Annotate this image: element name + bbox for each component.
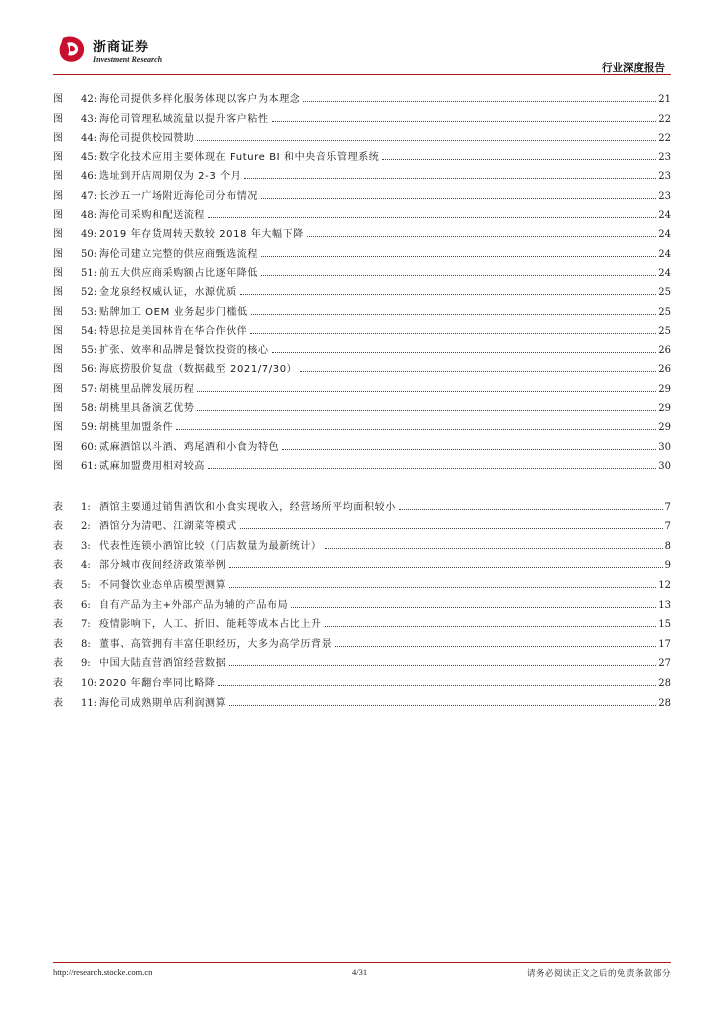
toc-figure-entry[interactable] (53, 356, 671, 375)
toc-entry-page: 24 (658, 210, 671, 222)
toc-entry-number: 48: (81, 210, 98, 222)
toc-leader (244, 177, 656, 179)
toc-entry-title: 部分城市夜间经济政策举例 (99, 560, 227, 572)
toc-entry-number: 50: (81, 248, 98, 260)
toc-figure-entry[interactable] (53, 182, 671, 201)
toc-leader (291, 606, 656, 608)
toc-leader (261, 274, 656, 276)
report-type: 行业深度报告 (602, 62, 665, 74)
toc-entry-number: 49: (81, 229, 98, 241)
toc-leader (307, 235, 656, 237)
toc-figure-entry[interactable] (53, 298, 671, 317)
toc-figure-entry[interactable] (53, 414, 671, 433)
toc-entry-label: 表 (53, 658, 63, 670)
toc-leader (282, 448, 656, 450)
toc-figure-entry[interactable] (53, 125, 671, 144)
toc-entry-label: 表 (53, 501, 63, 513)
toc-entry-number: 59: (81, 422, 98, 434)
toc-entry-page: 29 (658, 422, 671, 434)
toc-entry-page: 13 (658, 599, 671, 611)
toc-table-entry[interactable] (53, 689, 671, 709)
toc-entry-number: 6: (81, 599, 91, 611)
toc-entry-label: 图 (53, 325, 63, 337)
toc-figure-entry[interactable] (53, 337, 671, 356)
toc-table-entry[interactable] (53, 669, 671, 689)
toc-entry-title: 海伦司建立完整的供应商甄选流程 (99, 248, 258, 260)
toc-entry-label: 表 (53, 579, 63, 591)
toc-entry-title: 特思拉是美国林肯在华合作伙伴 (99, 325, 248, 337)
toc-entry-number: 53: (81, 306, 98, 318)
toc-entry-label: 图 (53, 132, 63, 144)
toc-entry-page: 22 (658, 113, 671, 125)
footer-website-link[interactable]: http://research.stocke.com.cn (53, 967, 153, 977)
toc-figure-entry[interactable] (53, 453, 671, 472)
toc-leader (240, 293, 656, 295)
toc-entry-title: 2020 年翻台率同比略降 (99, 677, 216, 689)
toc-entry-label: 图 (53, 422, 63, 434)
toc-entry-number: 51: (81, 267, 98, 279)
toc-leader (240, 527, 663, 529)
toc-entry-label: 表 (53, 619, 63, 631)
toc-entry-label: 表 (53, 521, 63, 533)
toc-leader (303, 100, 656, 102)
toc-entry-title: 2019 年存货周转天数较 2018 年大幅下降 (99, 229, 304, 241)
toc-leader (229, 566, 662, 568)
toc-entry-title: 金龙泉经权威认证，水源优质 (99, 287, 237, 299)
toc-entry-page: 24 (658, 248, 671, 260)
toc-entry-title: 胡桃里具备演艺优势 (99, 403, 195, 415)
toc-table-entry[interactable] (53, 552, 671, 572)
toc-entry-title: 中国大陆直营酒馆经营数据 (99, 658, 227, 670)
toc-entry-label: 图 (53, 403, 63, 415)
toc-entry-number: 42: (81, 94, 98, 106)
toc-entry-label: 图 (53, 210, 63, 222)
toc-entry-number: 45: (81, 152, 98, 164)
toc-entry-title: 前五大供应商采购额占比逐年降低 (99, 267, 258, 279)
toc-entry-label: 图 (53, 267, 63, 279)
toc-entry-label: 图 (53, 171, 63, 183)
toc-entry-label: 图 (53, 152, 63, 164)
toc-entry-page: 8 (664, 540, 671, 552)
toc-entry-label: 表 (53, 638, 63, 650)
toc-entry-title: 贴牌加工 OEM 业务起步门槛低 (99, 306, 248, 318)
footer-divider (53, 962, 671, 963)
toc-entry-label: 图 (53, 94, 63, 106)
toc-figure-entry[interactable] (53, 163, 671, 182)
toc-figure-entry[interactable] (53, 318, 671, 337)
toc-leader (218, 684, 656, 686)
toc-leader (272, 351, 657, 353)
toc-entry-page: 21 (658, 94, 671, 106)
toc-figure-entry[interactable] (53, 221, 671, 240)
toc-entry-page: 30 (658, 441, 671, 453)
toc-entry-title: 海伦司采购和配送流程 (99, 210, 205, 222)
toc-leader (229, 586, 656, 588)
toc-leader (208, 216, 656, 218)
toc-entry-title: 海伦司管理私域流量以提升客户粘性 (99, 113, 269, 125)
brand-logo-icon (57, 34, 87, 64)
toc-entry-title: 长沙五一广场附近海伦司分布情况 (99, 190, 258, 202)
toc-entry-title: 选址到开店周期仅为 2-3 个月 (99, 171, 242, 183)
toc-entry-number: 4: (81, 560, 91, 572)
toc-entry-page: 28 (658, 677, 671, 689)
toc-entry-title: 海伦司提供校园赞助 (99, 132, 195, 144)
toc-entry-page: 25 (658, 325, 671, 337)
toc-entry-page: 26 (658, 364, 671, 376)
toc-entry-number: 10: (81, 677, 98, 689)
toc-leader (335, 645, 656, 647)
toc-entry-number: 43: (81, 113, 98, 125)
toc-entry-page: 22 (658, 132, 671, 144)
toc-entry-label: 图 (53, 441, 63, 453)
toc-leader (272, 120, 657, 122)
toc-entry-label: 表 (53, 540, 63, 552)
toc-table-entry[interactable] (53, 650, 671, 670)
toc-leader (399, 508, 663, 510)
toc-entry-label: 图 (53, 287, 63, 299)
toc-entry-number: 7: (81, 619, 91, 631)
toc-figure-entry[interactable] (53, 86, 671, 105)
toc-leader (208, 467, 656, 469)
header-divider (53, 74, 671, 75)
toc-figure-entry[interactable] (53, 240, 671, 259)
toc-entry-title: 海底捞股价复盘（数据截至 2021/7/30） (99, 364, 298, 376)
toc-table-entry[interactable] (53, 493, 671, 513)
toc-entry-page: 25 (658, 306, 671, 318)
toc-entry-number: 1: (81, 501, 91, 513)
toc-entry-label: 表 (53, 677, 63, 689)
toc-figure-entry[interactable] (53, 260, 671, 279)
toc-figure-entry[interactable] (53, 433, 671, 452)
toc-table-entry[interactable] (53, 630, 671, 650)
toc-entry-label: 图 (53, 229, 63, 241)
toc-entry-label: 表 (53, 697, 63, 709)
toc-entry-page: 17 (658, 638, 671, 650)
toc-table-entry[interactable] (53, 513, 671, 533)
toc-entry-page: 23 (658, 152, 671, 164)
toc-entry-title: 贰麻酒馆以斗酒、鸡尾酒和小食为特色 (99, 441, 280, 453)
toc-entry-number: 46: (81, 171, 98, 183)
toc-entry-page: 29 (658, 383, 671, 395)
toc-entry-page: 23 (658, 190, 671, 202)
toc-leader (261, 255, 656, 257)
toc-entry-page: 26 (658, 345, 671, 357)
toc-entry-page: 7 (664, 501, 671, 513)
figures-toc (53, 86, 671, 472)
page-header (53, 34, 671, 76)
toc-table-entry[interactable] (53, 591, 671, 611)
toc-entry-title: 胡桃里品牌发展历程 (99, 383, 195, 395)
toc-figure-entry[interactable] (53, 279, 671, 298)
toc-leader (197, 390, 656, 392)
toc-entry-page: 24 (658, 229, 671, 241)
toc-entry-title: 疫情影响下，人工、折旧、能耗等成本占比上升 (99, 619, 322, 631)
toc-entry-label: 图 (53, 383, 63, 395)
toc-leader (176, 428, 656, 430)
toc-entry-title: 胡桃里加盟条件 (99, 422, 174, 434)
toc-entry-page: 23 (658, 171, 671, 183)
toc-entry-label: 图 (53, 460, 63, 472)
toc-entry-title: 数字化技术应用主要体现在 Future BI 和中央音乐管理系统 (99, 152, 380, 164)
toc-entry-page: 25 (658, 287, 671, 299)
toc-leader (325, 547, 663, 549)
toc-entry-label: 表 (53, 599, 63, 611)
footer-disclaimer: 请务必阅读正文之后的免责条款部分 (526, 969, 671, 979)
toc-entry-page: 28 (658, 697, 671, 709)
toc-entry-page: 29 (658, 403, 671, 415)
toc-entry-number: 60: (81, 441, 98, 453)
toc-entry-number: 3: (81, 540, 91, 552)
toc-entry-label: 图 (53, 190, 63, 202)
toc-entry-label: 图 (53, 248, 63, 260)
brand-subtitle: Investment Research (93, 55, 163, 64)
toc-table-entry[interactable] (53, 611, 671, 631)
toc-entry-page: 12 (658, 579, 671, 591)
toc-entry-page: 7 (664, 521, 671, 533)
toc-leader (229, 664, 656, 666)
tables-toc (53, 493, 671, 709)
toc-figure-entry[interactable] (53, 202, 671, 221)
toc-entry-number: 8: (81, 638, 91, 650)
toc-leader (382, 158, 656, 160)
toc-entry-title: 海伦司提供多样化服务体现以客户为本理念 (99, 94, 301, 106)
toc-entry-number: 55: (81, 345, 98, 357)
toc-entry-number: 54: (81, 325, 98, 337)
toc-entry-title: 自有产品为主+外部产品为辅的产品布局 (99, 599, 289, 611)
toc-table-entry[interactable] (53, 571, 671, 591)
toc-entry-number: 58: (81, 403, 98, 415)
toc-entry-number: 2: (81, 521, 91, 533)
toc-entry-page: 9 (664, 560, 671, 572)
toc-entry-title: 酒馆主要通过销售酒饮和小食实现收入，经营场所平均面积较小 (99, 501, 396, 513)
toc-entry-label: 图 (53, 345, 63, 357)
toc-leader (251, 313, 656, 315)
toc-leader (325, 625, 657, 627)
toc-entry-number: 9: (81, 658, 91, 670)
toc-table-entry[interactable] (53, 532, 671, 552)
toc-entry-number: 47: (81, 190, 98, 202)
toc-entry-title: 代表性连锁小酒馆比较（门店数量为最新统计） (99, 540, 322, 552)
toc-entry-page: 24 (658, 267, 671, 279)
toc-entry-label: 表 (53, 560, 63, 572)
toc-entry-label: 图 (53, 113, 63, 125)
toc-entry-number: 61: (81, 460, 98, 472)
toc-leader (300, 370, 656, 372)
toc-leader (250, 332, 656, 334)
toc-entry-page: 30 (658, 460, 671, 472)
toc-entry-title: 不同餐饮业态单店模型测算 (99, 579, 227, 591)
toc-figure-entry[interactable] (53, 105, 671, 124)
toc-leader (229, 704, 656, 706)
toc-leader (197, 139, 656, 141)
brand-name: 浙商证券 (93, 40, 150, 55)
toc-entry-number: 52: (81, 287, 98, 299)
toc-entry-title: 扩张、效率和品牌是餐饮投资的核心 (99, 345, 269, 357)
toc-entry-page: 15 (658, 619, 671, 631)
toc-figure-entry[interactable] (53, 144, 671, 163)
toc-leader (197, 409, 656, 411)
toc-entry-number: 56: (81, 364, 98, 376)
toc-entry-title: 贰麻加盟费用相对较高 (99, 460, 205, 472)
toc-entry-label: 图 (53, 364, 63, 376)
page-number: 4/31 (352, 967, 368, 977)
toc-entry-title: 海伦司成熟期单店利润测算 (99, 697, 227, 709)
toc-entry-number: 5: (81, 579, 91, 591)
toc-figure-entry[interactable] (53, 395, 671, 414)
toc-entry-number: 44: (81, 132, 98, 144)
toc-entry-number: 11: (81, 697, 98, 709)
toc-entry-title: 酒馆分为清吧、江湖菜等模式 (99, 521, 237, 533)
toc-figure-entry[interactable] (53, 375, 671, 394)
toc-entry-page: 27 (658, 658, 671, 670)
toc-entry-title: 董事、高管拥有丰富任职经历，大多为高学历背景 (99, 638, 333, 650)
toc-leader (261, 197, 656, 199)
toc-entry-label: 图 (53, 306, 63, 318)
toc-entry-number: 57: (81, 383, 98, 395)
